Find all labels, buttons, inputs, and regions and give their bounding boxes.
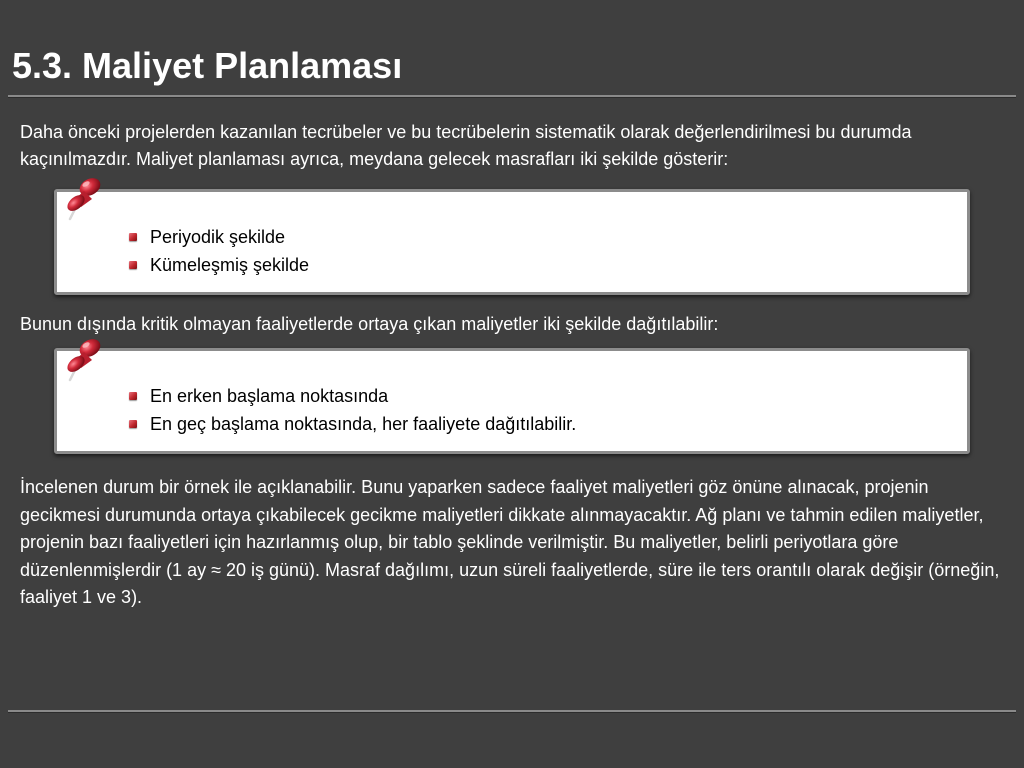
push-pin-icon — [62, 177, 106, 223]
push-pin-icon — [62, 338, 106, 384]
list-item — [129, 382, 576, 410]
footer-divider — [8, 710, 1016, 713]
list-item — [129, 410, 576, 438]
bullet-box-distribution — [54, 348, 970, 454]
bullet-list — [129, 382, 576, 438]
square-bullet-icon — [129, 420, 137, 428]
list-item — [129, 223, 309, 251]
list-item-label: Periyodik şekilde — [150, 227, 286, 247]
square-bullet-icon — [129, 233, 137, 241]
list-item — [129, 251, 309, 279]
intro-paragraph: Daha önceki projelerden kazanılan tecrübeler ve bu tecrübelerin sistematik olarak değerlendirilmesi bu durumda kaçınılmazdır. Maliyet planlaması ayrıca, meydana gelecek masrafları iki şekilde gösterir: — [20, 122, 912, 169]
bullet-box-cost-display — [54, 189, 970, 295]
title-divider — [8, 95, 1016, 98]
list-item-label: Kümeleşmiş şekilde — [150, 255, 310, 275]
example-paragraph: İncelenen durum bir örnek ile açıklanabilir. Bunu yaparken sadece faaliyet maliyetleri göz önüne alınacak, projenin gecikmesi durumunda ortaya çıkabilecek gecikme maliyetleri dikkate alınmayacaktır. Ağ planı ve tahmin edilen maliyetler, projenin bazı faaliyetleri için hazırlanmış olup, bir tablo şeklinde verilmiştir. Bu maliyetler, belirli periyotlara göre düzenlenmişlerdir (1 ay ≈ 20 iş günü). Masraf dağılımı, uzun süreli faaliyetlerde, süre ile ters orantılı olarak değişir (örneğin, faaliyet 1 ve 3). — [20, 477, 1000, 607]
list-item-label: En geç başlama noktasında, her faaliyete dağıtılabilir. — [150, 414, 577, 434]
slide-title: 5.3. Maliyet Planlaması — [12, 45, 403, 86]
list-item-label: En erken başlama noktasında — [150, 386, 389, 406]
square-bullet-icon — [129, 392, 137, 400]
second-paragraph: Bunun dışında kritik olmayan faaliyetlerde ortaya çıkan maliyetler iki şekilde dağıtılabilir: — [20, 314, 719, 334]
square-bullet-icon — [129, 261, 137, 269]
bullet-list — [129, 223, 309, 279]
